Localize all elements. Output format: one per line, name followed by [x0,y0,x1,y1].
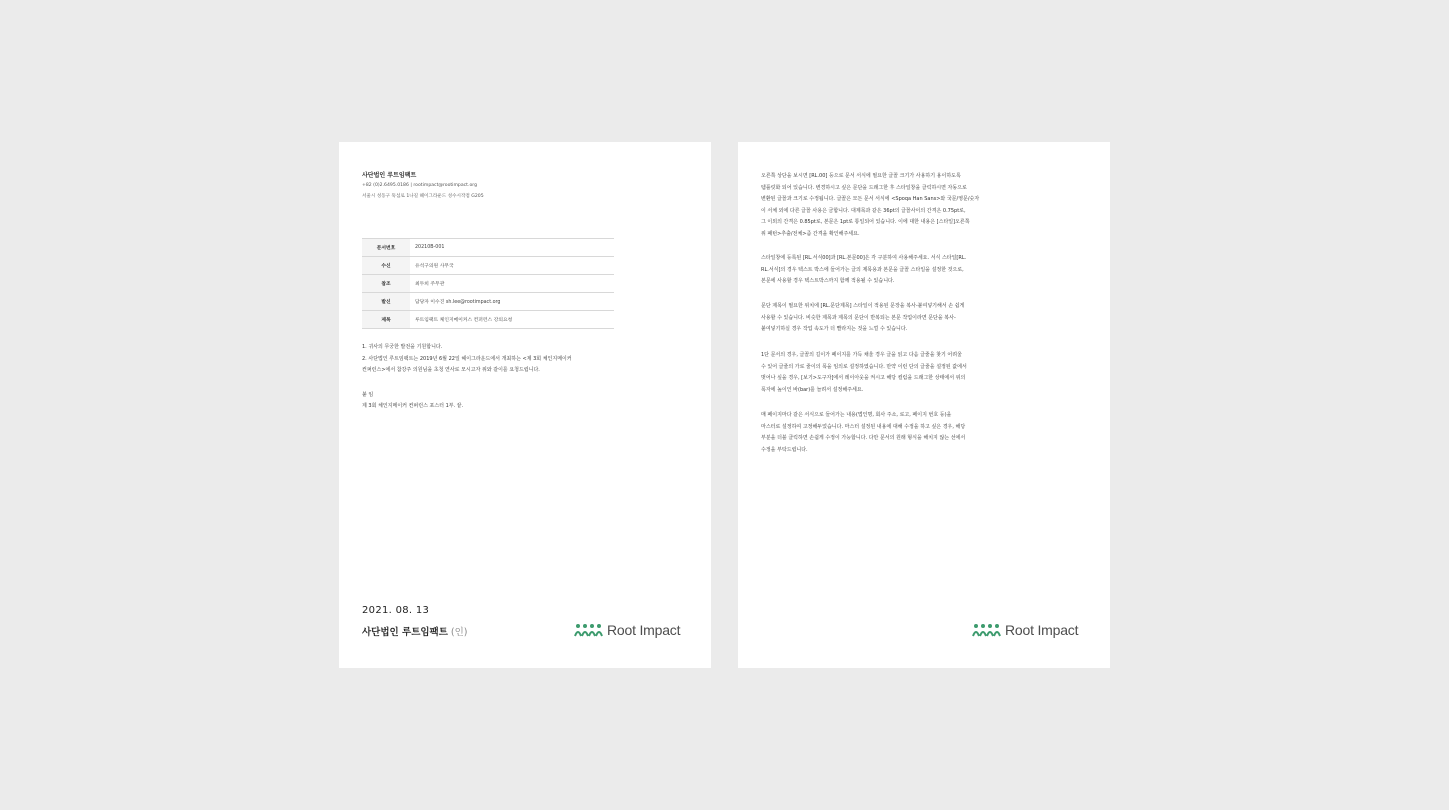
body-line: 그 이외의 간격은 0.85pt로, 본문은 1pt로 통일되어 있습니다. 이에 대한 내용은 [스타일]오른쪽 [761,219,970,225]
table-row [362,311,614,329]
table-label: 발신 [362,293,410,311]
body-line: 폭자에 높이인 바(bar)를 늘려서 설정해주세요. [761,386,864,393]
org-contact: +82 (0)2.6495.0186 | rootimpact@rootimpact.org [362,183,477,188]
body-line: 1단 문서의 경우, 글꼴의 길이가 페이지를 가득 채울 경우 글을 읽고 다음 글줄을 찾기 어려울 [761,352,962,358]
table-label: 문서번호 [362,239,410,257]
table-row [362,257,614,275]
body-line: 컨퍼런스>에서 참강주 의원님을 초청 연사로 모시고자 위와 같이를 요청드립니다. [362,367,540,373]
body-line: 매 페이지마다 같은 서식으로 들어가는 내용(법인명, 회사 주소, 로고, 페이지 번호 등)을 [761,412,952,418]
root-impact-logo [972,620,1078,640]
body-line: 위 패턴>추출/전체>즘 간격을 확인해주세요. [761,230,860,237]
body-line: 변환된 글꼴과 크기로 수정됩니다. 글꼴은 모든 문서 서식에 <Spoqa Han Sans>와 국문/영문/숫자 [761,196,980,202]
org-address: 서울시 성동구 뚝섬로 1나길 헤이그라운드 성수시작점 G205 [362,194,484,199]
body-line: 오른쪽 상단을 보시면 [RL.00] 등으로 문서 서식에 필요한 글꼴 크기가 사용하기 용이하도록 [761,173,961,179]
table-label: 제목 [362,311,410,329]
body-line: 이 서체 외에 다른 글꼴 사용은 금합니다. 대제목과 같은 36pt의 글꼴사이의 간격은 0.75pt로, [761,207,966,214]
body-line: RL.서식]의 경우 텍스트 박스에 들어가는 글의 제목용과 본문을 글꼴 스타일을 설정한 것으로, [761,266,964,273]
signature-org: 사단법인 루트임팩트 [362,627,448,638]
root-impact-symbol-icon [574,623,604,637]
logo-wordmark: Root Impact [1005,622,1079,638]
table-row [362,239,614,257]
table-row [362,275,614,293]
body-line: 문단 제목이 필요한 위치에 [RL.문단제목] 스타일이 적용된 문장을 복사-붙여넣기해서 손 쉽게 [761,303,965,309]
logo-wordmark: Root Impact [607,622,681,638]
body-line: 템플릿화 되어 있습니다. 변경하시고 싶은 문단을 드래그한 후 스타일창을 클릭하시면 자동으로 [761,184,967,191]
table-value: 루트임팩트 체인지메이커스 컨퍼런스 강의요청 [410,311,614,329]
body-line: 수정을 부탁드립니다. [761,446,808,453]
document-info-table [362,238,614,329]
signature [362,624,468,638]
attachment-label: 붙 임 [362,392,374,398]
body-line: 사용할 수 있습니다. 비슷한 제목과 제목의 문단이 반복되는 본문 작업이라면 문단을 복사- [761,314,956,321]
attachment-item: 제 3회 체인지메이커 컨퍼런스 포스터 1부. 끝. [362,403,464,409]
table-value: 20210B-001 [410,239,614,257]
root-impact-logo [574,620,680,640]
table-row [362,293,614,311]
document-page-right [738,142,1110,668]
org-name: 사단법인 루트임팩트 [362,172,417,179]
body-line: 수 있어 글줄의 가로 줄이의 폭을 임의로 설정하였습니다. 만약 이런 단의 글줄을 설정된 값에서 [761,363,967,370]
body-line: 벗어나 싶을 경우, [보기>도구자]에서 레이아웃을 켜시고 해당 컬럼을 드래그한 상태에서 위의 [761,375,966,381]
body-line: 본문에 사용할 경우 텍스트박스까지 함께 적용될 수 있습니다. [761,278,895,284]
table-value: 담당자 이수진 sh.lee@rootimpact.org [410,293,614,311]
root-impact-symbol-icon [972,623,1002,637]
table-label: 수신 [362,257,410,275]
body-line: 붙여넣기하실 경우 작업 속도가 더 빨라지는 것을 느낄 수 있습니다. [761,326,908,332]
body-line: 1. 귀사의 무궁한 발전을 기원합니다. [362,344,443,350]
document-page-left [339,142,711,668]
body-line: 2. 사단법인 루트임팩트는 2019년 6월 22일 헤이그라운드에서 개최하는 <제 3회 체인지메이커 [362,356,572,362]
body-line: 마스터로 설정하여 고정해두었습니다. 마스터 설정된 내용에 대해 수정을 하고 싶은 경우, 해당 [761,423,966,430]
document-date: 2021. 08. 13 [362,605,430,616]
seal-mark: (인) [450,627,468,638]
table-label: 참조 [362,275,410,293]
body-line: 부분을 더블 클릭하면 손쉽게 수정이 가능합니다. 다만 문서의 원래 형식을 해치지 않는 선에서 [761,435,966,441]
table-value: 최두희 주무관 [410,275,614,293]
body-line: 스타일창에 등록된 [RL.서식00]과 [RL.본문00]은 각 구분하여 사용해주세요. 서식 스타일[RL. [761,255,967,261]
table-value: 유석구의원 사무국 [410,257,614,275]
